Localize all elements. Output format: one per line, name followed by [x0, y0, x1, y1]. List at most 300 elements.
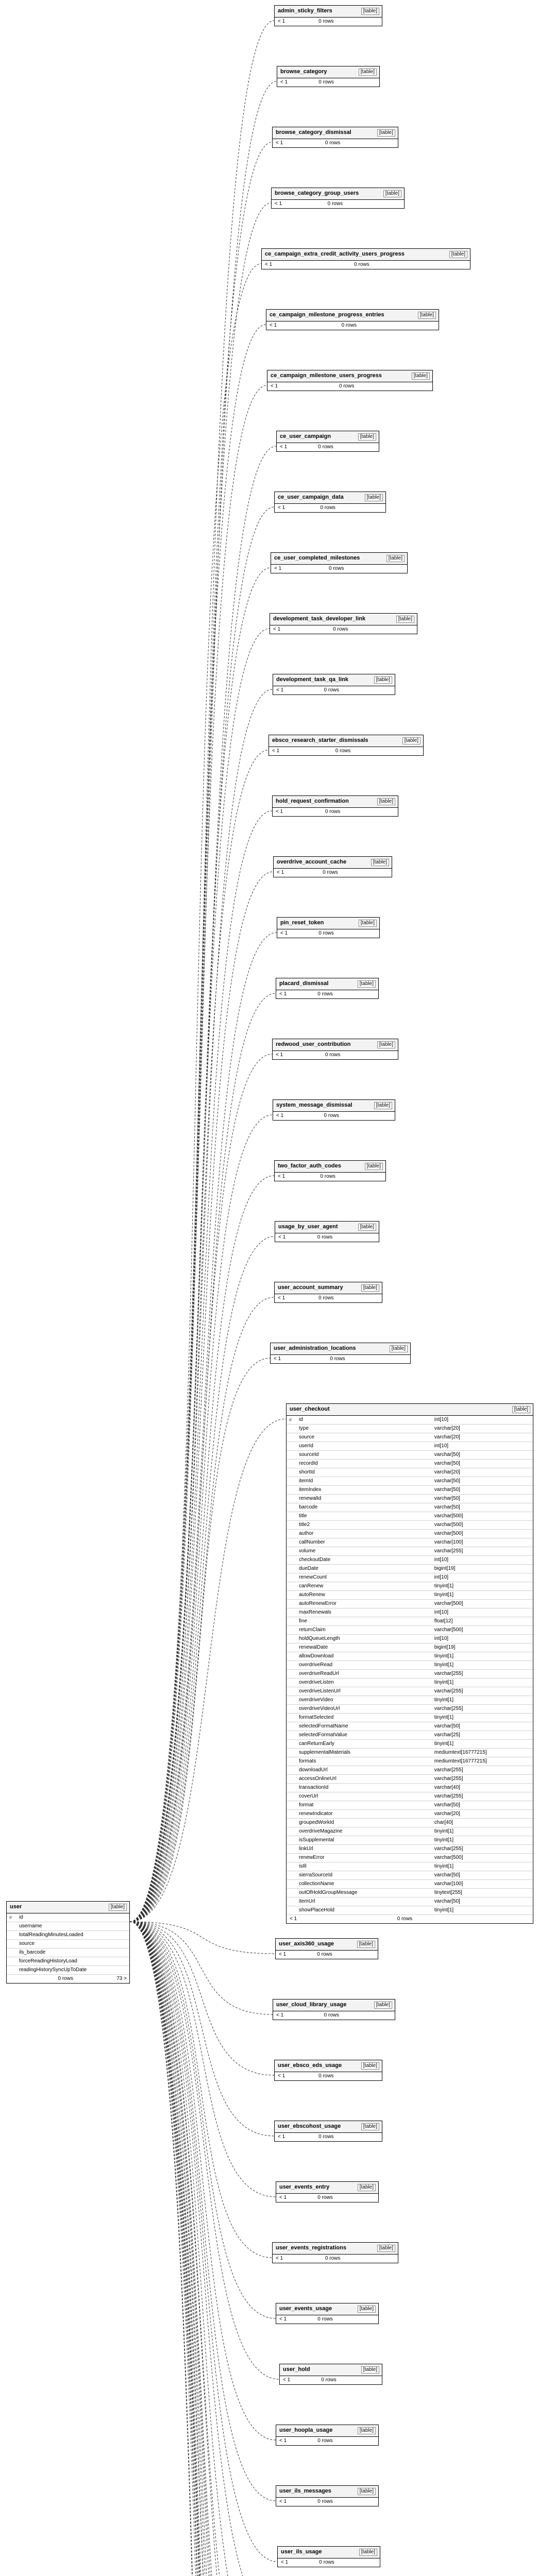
table-type-tag: [table] — [357, 1941, 375, 1948]
column-name: autoRenewError — [299, 1601, 337, 1606]
foreign-key-edge — [130, 1115, 273, 1922]
table-browse-category-dismissal[interactable] — [272, 127, 398, 148]
row-count: 0 rows — [341, 323, 357, 328]
table-browse-category[interactable] — [277, 66, 380, 87]
table-user-ebscohost-usage[interactable] — [274, 2121, 382, 2142]
parents-count: < 1 — [279, 1952, 287, 1957]
column-name: overdriveListen — [299, 1680, 334, 1685]
column-name: groupedWorkId — [299, 1820, 334, 1825]
table-user-ils-usage[interactable] — [277, 2546, 380, 2567]
table-footer — [274, 869, 392, 877]
column-name: formats — [299, 1758, 316, 1764]
table-name: usage_by_user_agent — [278, 1224, 338, 1230]
column-name: barcode — [299, 1504, 318, 1510]
table-user-administration-locations[interactable] — [270, 1343, 411, 1364]
table-type-tag: [table] — [377, 129, 395, 137]
table-footer — [266, 321, 439, 330]
column-row — [287, 1477, 533, 1486]
table-user-cloud-library-usage[interactable] — [273, 1999, 395, 2020]
column-row — [287, 1906, 533, 1915]
parents-count: < 1 — [278, 1295, 285, 1301]
table-type-tag: [table] — [361, 1284, 379, 1292]
parents-count: < 1 — [278, 1234, 286, 1240]
table-pin-reset-token[interactable] — [277, 917, 380, 938]
parents-count: < 1 — [265, 262, 273, 267]
table-footer — [271, 565, 407, 573]
table-header — [276, 2425, 378, 2437]
table-development-task-qa-link[interactable] — [273, 674, 395, 695]
foreign-key-edge — [130, 1922, 274, 2136]
column-type: tinytext[255] — [434, 1890, 462, 1895]
row-count: 0 rows — [318, 1295, 334, 1301]
table-footer — [273, 808, 398, 816]
column-type: varchar[50] — [434, 1802, 460, 1808]
foreign-key-edge — [130, 1922, 275, 2576]
foreign-key-edge — [130, 1922, 272, 2258]
column-type: varchar[255] — [434, 1793, 463, 1799]
column-row — [287, 1652, 533, 1661]
foreign-key-edge — [130, 629, 270, 1922]
parents-count: < 1 — [278, 1174, 285, 1179]
parents-count: < 1 — [271, 383, 278, 389]
table-footer — [277, 78, 379, 87]
column-row — [287, 1810, 533, 1819]
column-name: supplementalMaterials — [299, 1750, 351, 1755]
column-type: tinyint[1] — [434, 1863, 454, 1869]
column-name: renewalId — [299, 1496, 322, 1501]
column-type: varchar[50] — [434, 1899, 460, 1904]
table-name: user_events_entry — [279, 2184, 330, 2190]
table-name: user_checkout — [290, 1406, 330, 1412]
foreign-key-edge — [130, 1922, 276, 2576]
row-count: 0 rows — [335, 748, 351, 754]
table-name: ce_user_campaign — [280, 433, 331, 439]
table-ce-campaign-extra-credit-activity-users-progress[interactable] — [261, 248, 470, 269]
foreign-key-edge — [130, 1922, 268, 2576]
table-type-tag: [table] — [377, 1041, 395, 1048]
column-row — [287, 1433, 533, 1442]
column-list — [7, 1913, 129, 1975]
parents-count: < 1 — [279, 991, 287, 997]
foreign-key-edge — [130, 446, 276, 1922]
column-row — [287, 1486, 533, 1495]
foreign-key-edge — [130, 325, 266, 1922]
column-row — [287, 1801, 533, 1810]
table-type-tag: [table] — [374, 2002, 392, 2009]
table-placard-dismissal[interactable] — [276, 978, 379, 999]
table-user[interactable] — [6, 1901, 130, 1984]
foreign-key-edge — [130, 568, 271, 1922]
table-footer — [271, 1355, 410, 1363]
column-type: varchar[500] — [434, 1627, 463, 1633]
column-row — [287, 1530, 533, 1538]
table-header — [277, 431, 379, 443]
column-row — [287, 1731, 533, 1740]
table-name: ce_user_campaign_data — [278, 494, 344, 500]
table-name: development_task_developer_link — [273, 616, 366, 622]
column-row — [287, 1591, 533, 1600]
row-count: 0 rows — [319, 2560, 334, 2565]
table-usage-by-user-agent[interactable] — [275, 1221, 379, 1242]
foreign-key-edge — [130, 1922, 278, 2576]
foreign-key-edge — [130, 385, 267, 1922]
parents-count: < 1 — [279, 2316, 287, 2322]
column-row — [287, 1617, 533, 1626]
row-count: 0 rows — [318, 930, 334, 936]
table-type-tag: [table] — [358, 2427, 376, 2434]
column-name: renewalDate — [299, 1645, 328, 1650]
parents-count: < 1 — [279, 2195, 287, 2200]
parents-count: < 1 — [290, 1916, 297, 1922]
foreign-key-edge — [130, 142, 272, 1922]
table-user-events-entry[interactable] — [276, 2181, 379, 2202]
table-header — [287, 1404, 533, 1416]
table-name: user_events_usage — [279, 2306, 332, 2312]
table-footer — [276, 2194, 378, 2202]
parents-count: < 1 — [270, 323, 277, 328]
table-type-tag: [table] — [377, 2245, 395, 2252]
table-footer — [277, 929, 379, 938]
table-user-ils-messages[interactable] — [276, 2485, 379, 2506]
column-row — [287, 1582, 533, 1591]
parents-count: < 1 — [280, 930, 288, 936]
column-name: ils_barcode — [19, 1950, 46, 1955]
parents-count: < 1 — [280, 444, 288, 450]
foreign-key-edge — [130, 1297, 274, 1922]
table-footer — [270, 625, 417, 634]
column-name: renewIndicator — [299, 1811, 333, 1817]
row-count: 0 rows — [397, 1916, 413, 1922]
table-user-account-summary[interactable] — [274, 1282, 382, 1303]
foreign-key-edge — [130, 264, 261, 1922]
table-type-tag: [table] — [359, 69, 377, 76]
table-user-events-usage[interactable] — [276, 2303, 379, 2324]
table-user-hoopla-usage[interactable] — [276, 2425, 379, 2446]
column-row — [287, 1425, 533, 1433]
table-type-tag: [table] — [358, 1224, 376, 1231]
foreign-key-edge — [130, 933, 277, 1922]
row-count: 0 rows — [318, 19, 334, 24]
table-header — [271, 1343, 410, 1355]
table-footer — [267, 382, 432, 391]
column-list — [287, 1416, 533, 1915]
foreign-key-edge — [130, 81, 280, 1922]
column-name: shortId — [299, 1469, 315, 1475]
foreign-key-edge — [130, 1922, 275, 2576]
table-header — [278, 2547, 380, 2558]
parents-count: < 1 — [276, 2012, 284, 2018]
column-name: accessOnlineUrl — [299, 1776, 337, 1782]
table-footer — [275, 1294, 382, 1302]
table-footer — [275, 2133, 382, 2141]
table-type-tag: [table] — [109, 1904, 127, 1911]
column-type: tinyint[1] — [434, 1653, 454, 1659]
column-type: varchar[50] — [434, 1496, 460, 1501]
table-ce-campaign-milestone-users-progress[interactable] — [267, 370, 433, 391]
table-ebsco-research-starter-dismissals[interactable] — [268, 735, 424, 756]
table-header — [276, 2486, 378, 2498]
foreign-key-edge — [130, 1922, 278, 2576]
foreign-key-edge — [130, 1922, 272, 2576]
foreign-key-edge — [130, 1236, 275, 1922]
column-name: userId — [299, 1443, 313, 1449]
column-name: itemUrl — [299, 1899, 315, 1904]
table-header — [273, 1100, 395, 1112]
column-type: tinyint[1] — [434, 1592, 454, 1598]
table-header — [273, 127, 398, 139]
column-name: source — [19, 1941, 35, 1946]
column-row — [287, 1573, 533, 1582]
table-header — [275, 2121, 382, 2133]
column-type: tinyint[1] — [434, 1680, 454, 1685]
row-count: 0 rows — [318, 2073, 334, 2079]
column-row — [287, 1643, 533, 1652]
table-name: user_account_summary — [278, 1284, 343, 1291]
table-type-tag: [table] — [371, 859, 389, 866]
children-count: 73 > — [116, 1976, 127, 1981]
table-user-ebsco-eds-usage[interactable] — [274, 2060, 382, 2081]
column-type: int[10] — [434, 1636, 449, 1641]
column-row — [287, 1635, 533, 1643]
foreign-key-edge — [130, 1922, 274, 2075]
foreign-key-edge — [130, 1922, 275, 2576]
column-row — [287, 1766, 533, 1775]
column-row — [287, 1451, 533, 1460]
parents-count: < 1 — [276, 140, 283, 146]
column-row — [287, 1608, 533, 1617]
column-type: varchar[50] — [434, 1487, 460, 1493]
column-name: overdriveVideoUrl — [299, 1706, 340, 1711]
column-row — [287, 1565, 533, 1573]
table-footer — [273, 1112, 395, 1120]
column-row — [7, 1922, 129, 1931]
table-header — [269, 735, 423, 747]
foreign-key-edge — [130, 507, 274, 1922]
table-type-tag: [table] — [358, 980, 376, 988]
column-row — [7, 1948, 129, 1957]
table-ce-user-campaign-data[interactable] — [274, 492, 386, 513]
table-type-tag: [table] — [383, 190, 401, 197]
column-row — [287, 1556, 533, 1565]
column-row — [287, 1775, 533, 1784]
foreign-key-edge — [130, 1922, 275, 2576]
column-name: linkUrl — [299, 1846, 313, 1852]
table-name: user_ils_messages — [279, 2488, 331, 2494]
column-row — [7, 1931, 129, 1940]
column-type: varchar[255] — [434, 1688, 463, 1694]
column-type: varchar[500] — [434, 1513, 463, 1519]
column-name: collectionName — [299, 1881, 334, 1887]
column-row — [287, 1687, 533, 1696]
column-name: fine — [299, 1618, 308, 1624]
column-name: selectedFormatValue — [299, 1732, 347, 1738]
table-header — [277, 66, 379, 78]
table-header — [273, 796, 398, 808]
column-type: tinyint[1] — [434, 1715, 454, 1720]
row-count: 0 rows — [317, 2438, 333, 2444]
table-type-tag: [table] — [361, 2366, 379, 2374]
table-name: placard_dismissal — [279, 980, 329, 987]
row-count: 0 rows — [317, 2195, 333, 2200]
column-name: id — [19, 1914, 23, 1920]
column-type: tinyint[1] — [434, 1907, 454, 1913]
column-name: selectedFormatName — [299, 1723, 348, 1729]
table-footer — [275, 2072, 382, 2080]
table-type-tag: [table] — [358, 2488, 376, 2495]
column-name: autoRenew — [299, 1592, 325, 1598]
table-system-message-dismissal[interactable] — [273, 1099, 395, 1121]
row-count: 0 rows — [318, 79, 334, 85]
column-row — [287, 1827, 533, 1836]
column-type: float[12] — [434, 1618, 453, 1624]
table-hold-request-confirmation[interactable] — [272, 795, 398, 817]
foreign-key-edge — [130, 1922, 275, 1954]
table-header — [270, 614, 417, 625]
table-type-tag: [table] — [361, 8, 379, 15]
foreign-key-edge — [130, 1922, 276, 2576]
foreign-key-edge — [130, 203, 271, 1922]
column-name: author — [299, 1531, 314, 1536]
row-count: 0 rows — [330, 1356, 345, 1362]
table-name: ce_user_completed_milestones — [274, 555, 360, 561]
column-row — [287, 1792, 533, 1801]
column-type: tinyint[1] — [434, 1583, 454, 1589]
table-type-tag: [table] — [358, 2184, 376, 2191]
row-count: 0 rows — [317, 2316, 333, 2322]
table-name: user_axis360_usage — [279, 1941, 334, 1947]
column-type: tinyint[1] — [434, 1828, 454, 1834]
table-footer — [7, 1975, 129, 1983]
column-type: varchar[50] — [434, 1504, 460, 1510]
row-count: 0 rows — [323, 870, 338, 875]
parents-count: < 1 — [278, 505, 285, 511]
column-type: varchar[20] — [434, 1811, 460, 1817]
table-type-tag: [table] — [449, 251, 467, 258]
column-row — [287, 1547, 533, 1556]
column-type: mediumtext[16777215] — [434, 1758, 487, 1764]
column-row — [287, 1714, 533, 1722]
column-type: varchar[100] — [434, 1881, 463, 1887]
table-user-axis360-usage[interactable] — [275, 1938, 378, 1959]
table-name: user_hold — [283, 2366, 310, 2372]
column-name: sourceId — [299, 1452, 319, 1458]
table-footer — [277, 443, 379, 451]
table-ce-user-completed-milestones[interactable] — [271, 552, 408, 573]
column-type: tinyint[1] — [434, 1662, 454, 1668]
table-footer — [276, 2437, 378, 2445]
parents-count: < 1 — [276, 687, 284, 693]
table-type-tag: [table] — [412, 372, 430, 380]
table-user-events-registrations[interactable] — [272, 2242, 398, 2263]
table-user-checkout[interactable] — [286, 1403, 533, 1924]
table-name: user_ils_usage — [281, 2549, 322, 2555]
column-row — [287, 1740, 533, 1749]
table-footer — [269, 747, 423, 755]
column-name: overdriveRead — [299, 1662, 333, 1668]
foreign-key-edge — [130, 1922, 276, 2197]
row-count: 0 rows — [328, 566, 344, 571]
foreign-key-edge — [130, 811, 272, 1922]
table-name: user — [10, 1904, 22, 1910]
table-type-tag: [table] — [390, 1345, 408, 1352]
table-header — [275, 2060, 382, 2072]
column-row — [287, 1626, 533, 1635]
foreign-key-edge — [130, 1922, 273, 2014]
column-name: formatSelected — [299, 1715, 334, 1720]
column-name: allowDownload — [299, 1653, 334, 1659]
table-type-tag: [table] — [359, 920, 377, 927]
column-row — [287, 1495, 533, 1503]
column-name: totalReadingMinutesLoaded — [19, 1932, 83, 1938]
table-admin-sticky-filters[interactable] — [274, 5, 382, 26]
row-count: 0 rows — [325, 2256, 341, 2261]
table-header — [273, 674, 395, 686]
column-name: title2 — [299, 1522, 310, 1528]
table-name: two_factor_auth_codes — [278, 1163, 341, 1169]
table-header — [274, 857, 392, 869]
table-two-factor-auth-codes[interactable] — [274, 1160, 386, 1181]
table-header — [275, 1282, 382, 1294]
table-footer — [275, 1173, 385, 1181]
table-header — [275, 1161, 385, 1173]
table-footer — [273, 1051, 398, 1059]
foreign-key-edge — [130, 1922, 274, 2576]
column-name: renewError — [299, 1855, 325, 1860]
foreign-key-edge — [130, 1054, 272, 1922]
column-type: int[10] — [434, 1609, 449, 1615]
table-development-task-developer-link[interactable] — [270, 613, 417, 634]
table-ce-user-campaign[interactable] — [276, 431, 379, 452]
table-header — [275, 1222, 379, 1233]
column-row — [287, 1503, 533, 1512]
table-redwood-user-contribution[interactable] — [272, 1039, 398, 1060]
column-row — [7, 1957, 129, 1966]
parents-count: < 1 — [278, 19, 285, 24]
table-overdrive-account-cache[interactable] — [273, 856, 392, 877]
column-name: id — [299, 1417, 303, 1422]
table-name: user_hoopla_usage — [279, 2427, 333, 2433]
column-name: format — [299, 1802, 314, 1808]
column-name: transactionId — [299, 1785, 329, 1790]
row-count: 0 rows — [339, 383, 355, 389]
table-ce-campaign-milestone-progress-entries[interactable] — [266, 309, 439, 330]
column-type: varchar[50] — [434, 1872, 460, 1878]
foreign-key-edge — [130, 1358, 270, 1922]
column-row — [287, 1679, 533, 1687]
table-user-hold[interactable] — [279, 2364, 382, 2385]
row-count: 0 rows — [324, 2012, 339, 2018]
parents-count: < 1 — [283, 2377, 291, 2383]
table-footer — [273, 139, 398, 147]
parents-count: < 1 — [276, 2256, 283, 2261]
column-row — [287, 1442, 533, 1451]
column-name: type — [299, 1426, 309, 1431]
table-name: browse_category_group_users — [275, 190, 359, 196]
column-name: canRenew — [299, 1583, 324, 1589]
column-name: returnClaim — [299, 1627, 326, 1633]
parents-count: < 1 — [280, 79, 288, 85]
table-footer — [273, 686, 395, 694]
table-footer — [275, 504, 385, 512]
column-row — [287, 1871, 533, 1880]
column-type: varchar[500] — [434, 1531, 463, 1536]
table-browse-category-group-users[interactable] — [271, 188, 405, 209]
row-count: 0 rows — [58, 1976, 73, 1981]
table-header — [275, 492, 385, 504]
foreign-key-edge — [130, 993, 276, 1922]
column-name: outOfHoldGroupMessage — [299, 1890, 358, 1895]
table-footer — [273, 2011, 395, 2020]
